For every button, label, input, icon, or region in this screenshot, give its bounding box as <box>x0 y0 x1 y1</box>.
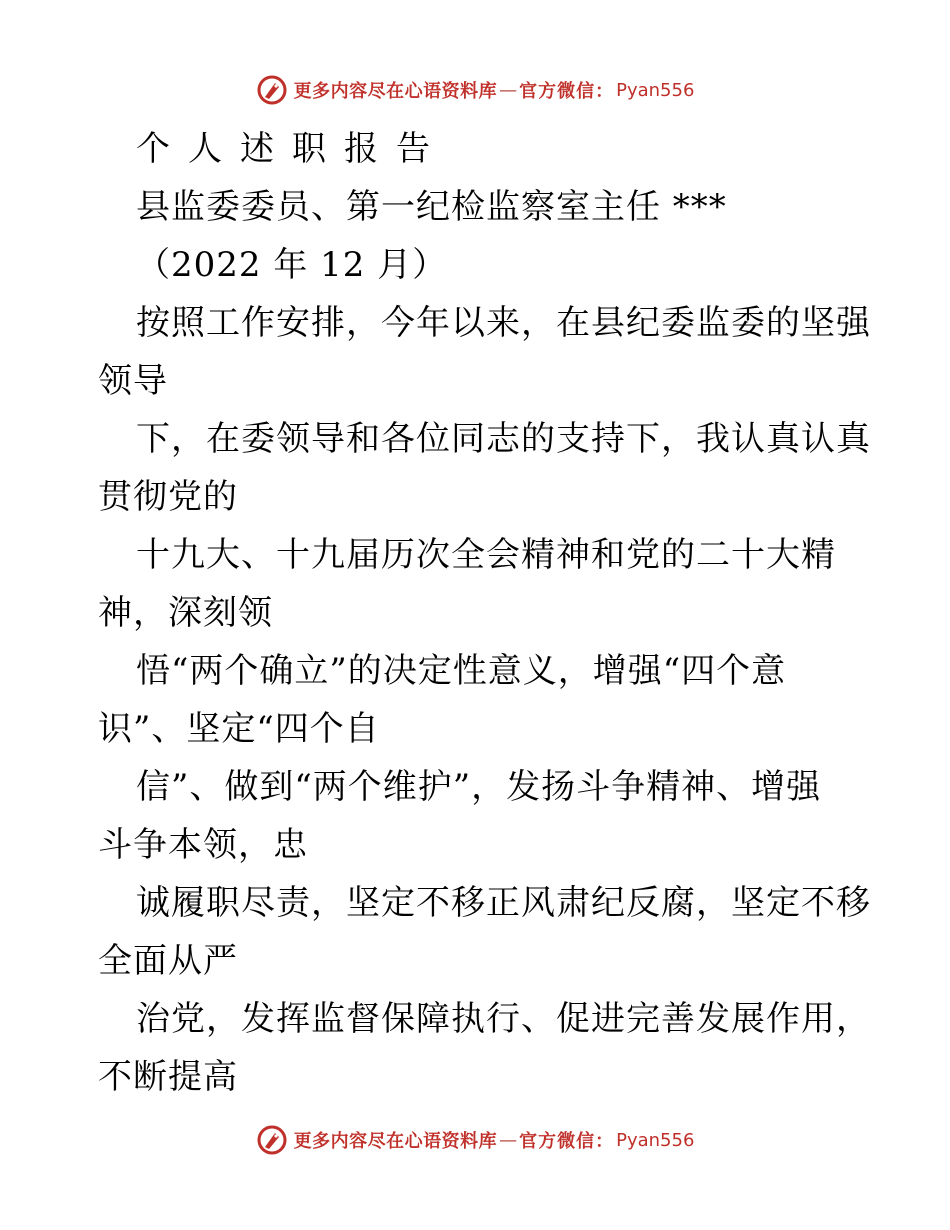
paragraph-line: 贯彻党的 <box>98 477 238 517</box>
pen-nib-circle-icon <box>256 74 288 106</box>
paragraph-line: 信”、做到“两个维护”，发扬斗争精神、增强 <box>136 767 822 807</box>
paragraph-line: 十九大、十九届历次全会精神和党的二十大精 <box>136 535 836 575</box>
paragraph-line: 识”、坚定“四个自 <box>98 709 380 749</box>
document-body <box>98 120 871 1106</box>
paragraph-line: 领导 <box>98 361 168 401</box>
document-date-line: （2022 年 12 月） <box>136 245 448 285</box>
watermark-separator: — <box>499 79 518 101</box>
document-author-line: 县监委委员、第一纪检监察室主任 *** <box>136 187 727 227</box>
paragraph-line: 悟“两个确立”的决定性意义，增强“四个意 <box>136 651 787 691</box>
paragraph-line: 斗争本领，忠 <box>98 825 308 865</box>
watermark-main-text: 更多内容尽在心语资料库 <box>293 81 498 102</box>
document-paragraph <box>98 294 871 1106</box>
footer-watermark <box>0 1120 950 1160</box>
paragraph-line: 诚履职尽责，坚定不移正风肃纪反腐，坚定不移 <box>136 883 871 923</box>
header-watermark <box>0 70 950 110</box>
watermark-sub-text: 官方微信： <box>519 81 615 102</box>
document-title: 个人述职报告 <box>136 129 448 169</box>
paragraph-line: 全面从严 <box>98 941 238 981</box>
paragraph-line: 神，深刻领 <box>98 593 273 633</box>
watermark-sub-text: 官方微信： <box>519 1131 615 1152</box>
watermark-id-text: Pyan556 <box>616 1129 695 1151</box>
paragraph-line: 按照工作安排，今年以来，在县纪委监委的坚强 <box>136 303 871 343</box>
watermark-id-text: Pyan556 <box>616 79 695 101</box>
paragraph-line: 不断提高 <box>98 1057 238 1097</box>
watermark-separator: — <box>499 1129 518 1151</box>
watermark-main-text: 更多内容尽在心语资料库 <box>293 1131 498 1152</box>
paragraph-line: 治党，发挥监督保障执行、促进完善发展作用， <box>136 999 871 1039</box>
pen-nib-circle-icon <box>256 1124 288 1156</box>
paragraph-line: 下，在委领导和各位同志的支持下，我认真认真 <box>136 419 871 459</box>
